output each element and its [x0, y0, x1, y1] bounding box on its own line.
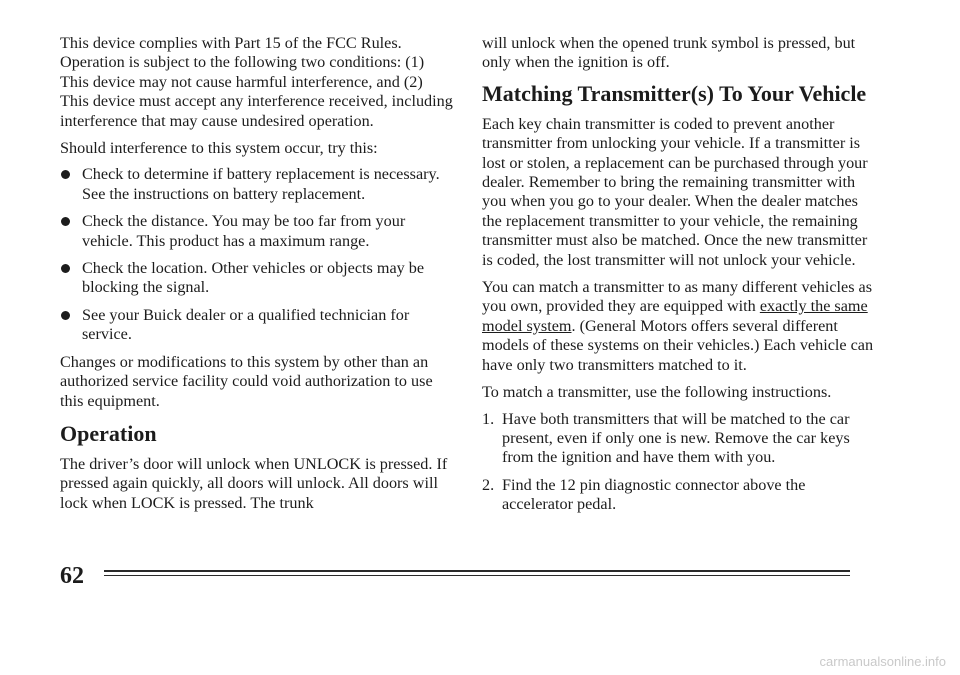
multi-vehicle-text-end: . (General Motors offers several different models of these systems on their vehicles.) Each vehicle can have only two transmitters matched to it. — [482, 316, 874, 374]
list-item-text: Check to determine if battery replacement is necessary. See the instructions on battery replacement. — [82, 165, 440, 203]
step-text: Have both transmitters that will be matched to the car present, even if only one is new. Remove the car keys from the ignition and have them with you. — [502, 409, 850, 467]
matching-steps — [482, 410, 877, 515]
interference-lead: Should interference to this system occur, try this: — [60, 139, 378, 158]
list-item-text: Check the location. Other vehicles or objects may be blocking the signal. — [82, 259, 425, 297]
page-footer — [60, 562, 850, 602]
bullet-icon — [61, 311, 70, 320]
operation-heading: Operation — [60, 420, 157, 446]
fcc-compliance-paragraph: This device complies with Part 15 of the FCC Rules. Operation is subject to the following two conditions: (1) This device may not cause harmful interference, and (2) This device must accept any interference received, including interference that may cause undesired operation. — [60, 34, 453, 130]
list-item-text: Check the distance. You may be too far from your vehicle. This product has a maximum range. — [82, 212, 406, 250]
right-column — [482, 34, 877, 523]
list-item-text: See your Buick dealer or a qualified technician for service. — [82, 305, 410, 344]
multi-vehicle-text-start: You can match a transmitter to as many different vehicles as you own, provided they are equipped with — [482, 278, 873, 316]
model-system-emphasis: exactly the same model system — [482, 297, 868, 335]
operation-paragraph: The driver’s door will unlock when UNLOCK is pressed. If pressed again quickly, all doors will unlock. All doors will lock when LOCK is pressed. The trunk — [60, 454, 448, 512]
bullet-icon — [61, 170, 70, 179]
trunk-continued-paragraph: will unlock when the opened trunk symbol is pressed, but only when the ignition is off. — [482, 34, 856, 72]
list-item — [60, 259, 455, 298]
multi-vehicle-paragraph — [482, 278, 877, 375]
instructions-lead: To match a transmitter, use the following instructions. — [482, 383, 832, 402]
interference-checklist — [60, 165, 455, 344]
step-number: 1. — [482, 409, 495, 428]
footer-rule-thin — [104, 575, 850, 576]
list-item — [60, 165, 455, 204]
list-item — [482, 410, 877, 468]
step-text: Find the 12 pin diagnostic connector above the accelerator pedal. — [502, 475, 806, 514]
matching-transmitter-heading: Matching Transmitter(s) To Your Vehicle — [482, 80, 867, 106]
step-number: 2. — [482, 475, 495, 494]
left-column — [60, 34, 455, 521]
page-number: 62 — [60, 563, 84, 589]
modifications-paragraph: Changes or modifications to this system by other than an authorized service facility could void authorization to use this equipment. — [60, 352, 433, 410]
site-watermark: carmanualsonline.info — [819, 654, 946, 669]
list-item — [60, 212, 455, 251]
bullet-icon — [61, 264, 70, 273]
list-item — [482, 476, 877, 515]
matching-paragraph: Each key chain transmitter is coded to prevent another transmitter from unlocking your vehicle. If a transmitter is lost or stolen, a replacement can be purchased through your dealer. Remember to bring the remaining transmitter with you when you go to your dealer. When the dealer matches the replacement transmitter to your vehicle, the remaining transmitter must also be matched. Once the new transmitter is coded, the lost transmitter will not unlock your vehicle. — [482, 114, 868, 269]
bullet-icon — [61, 217, 70, 226]
list-item — [60, 306, 455, 345]
footer-rule — [104, 570, 850, 572]
